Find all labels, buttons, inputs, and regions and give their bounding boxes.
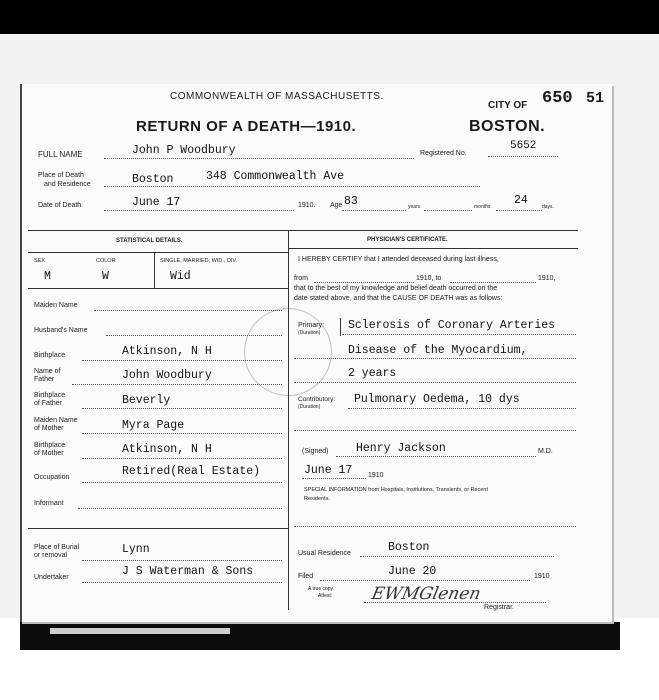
registered-label: Registered No. bbox=[420, 150, 467, 157]
years-label: years bbox=[408, 204, 421, 210]
from-year: 1910, to bbox=[416, 275, 442, 282]
father-label-1: Name of bbox=[34, 368, 61, 375]
special-info-2: Residents. bbox=[304, 496, 330, 502]
father-label-2: Father bbox=[34, 376, 55, 383]
sex-label: SEX bbox=[34, 258, 46, 264]
signed-name: Henry Jackson bbox=[356, 442, 446, 455]
undertaker-value: J S Waterman & Sons bbox=[122, 565, 254, 578]
from-label: from bbox=[294, 275, 308, 282]
age-label: Age bbox=[330, 202, 343, 209]
primary-label: Primary: bbox=[298, 322, 325, 329]
months-label: months bbox=[474, 204, 491, 210]
filed-date: June 20 bbox=[388, 565, 437, 578]
primary-cause-2: Disease of the Myocardium, bbox=[348, 344, 528, 357]
seal-stamp bbox=[244, 308, 332, 396]
mother-birthplace-label-1: Birthplace bbox=[34, 442, 66, 449]
to-year: 1910, bbox=[538, 275, 556, 282]
filed-year: 1910 bbox=[534, 573, 550, 580]
registered-number: 5652 bbox=[510, 140, 537, 152]
stamp-number: 650 bbox=[542, 89, 573, 108]
marital-label: SINGLE, MARRIED, WID., DIV. bbox=[160, 258, 238, 264]
mother-label-2: of Mother bbox=[34, 425, 64, 432]
color-label: COLOR bbox=[96, 258, 116, 264]
father-value: John Woodbury bbox=[122, 369, 212, 382]
commonwealth-heading: COMMONWEALTH OF MASSACHUSETTS. bbox=[170, 91, 384, 102]
maiden-name-label: Maiden Name bbox=[34, 302, 78, 309]
signed-label: (Signed) bbox=[302, 448, 329, 455]
burial-value: Lynn bbox=[122, 543, 150, 556]
father-birthplace-label-2: of Father bbox=[34, 400, 63, 407]
residence-label: Usual Residence bbox=[298, 550, 351, 557]
certify-text-2: that to the best of my knowledge and belief death occurred on the bbox=[294, 285, 498, 292]
scan-artifact bbox=[50, 628, 230, 634]
form-title: RETURN OF A DEATH—1910. bbox=[136, 118, 357, 135]
father-birthplace-label-1: Birthplace bbox=[34, 392, 66, 399]
date-value: June 17 bbox=[132, 196, 181, 209]
husbands-name-label: Husband's Name bbox=[34, 327, 88, 334]
certify-line: I HEREBY CERTIFY that I attended deceased during last illness, bbox=[298, 256, 499, 263]
place-address: 348 Commonwealth Ave bbox=[206, 170, 345, 183]
age-years: 83 bbox=[344, 195, 358, 208]
occupation-label: Occupation bbox=[34, 474, 70, 481]
stats-heading: STATISTICAL DETAILS. bbox=[116, 238, 183, 244]
true-copy-label: A true copy. bbox=[308, 586, 335, 592]
marital-value: Wid bbox=[170, 270, 191, 283]
mother-value: Myra Page bbox=[122, 419, 185, 432]
sex-value: M bbox=[44, 270, 51, 283]
scan-shadow bbox=[20, 622, 620, 650]
mother-birthplace-value: Atkinson, N H bbox=[122, 443, 212, 456]
registrar-signature: EWMGlenen bbox=[369, 584, 483, 604]
contributory-cause: Pulmonary Oedema, 10 dys bbox=[354, 393, 520, 406]
informant-label: Informant bbox=[34, 500, 64, 507]
date-label: Date of Death bbox=[38, 202, 82, 209]
mother-label-1: Maiden Name bbox=[34, 417, 78, 424]
death-certificate bbox=[20, 84, 612, 622]
full-name-label: FULL NAME bbox=[38, 150, 83, 159]
burial-label-2: or removal bbox=[34, 552, 68, 559]
contributory-label: Contributory: bbox=[298, 396, 336, 403]
birthplace-value: Atkinson, N H bbox=[122, 345, 212, 358]
special-info-1: SPECIAL INFORMATION from Hospitals, Institutions, Transients, or Recent bbox=[304, 487, 489, 493]
signed-year: 1910 bbox=[368, 472, 384, 479]
attest-label: Attest: bbox=[318, 593, 333, 599]
place-label-2: and Residence bbox=[44, 181, 91, 188]
primary-duration-label: (Duration) bbox=[298, 330, 321, 336]
stamp-suffix: 51 bbox=[586, 90, 605, 107]
primary-duration: 2 years bbox=[348, 367, 397, 380]
filed-label: Filed bbox=[298, 573, 314, 580]
place-city: Boston bbox=[132, 173, 174, 186]
occupation-value: Retired(Real Estate) bbox=[122, 465, 261, 478]
undertaker-label: Undertaker bbox=[34, 574, 69, 581]
physician-heading: PHYSICIAN'S CERTIFICATE. bbox=[367, 237, 448, 243]
color-value: W bbox=[102, 270, 109, 283]
residence-value: Boston bbox=[388, 541, 430, 554]
mother-birthplace-label-2: of Mother bbox=[34, 450, 64, 457]
burial-label-1: Place of Burial bbox=[34, 544, 80, 551]
age-days: 24 bbox=[514, 194, 528, 207]
father-birthplace-value: Beverly bbox=[122, 394, 171, 407]
primary-cause-1: Sclerosis of Coronary Arteries bbox=[348, 319, 556, 332]
md-label: M.D. bbox=[538, 448, 553, 455]
contributory-duration-label: (Duration) bbox=[298, 404, 321, 410]
birthplace-label: Birthplace bbox=[34, 352, 66, 359]
place-label-1: Place of Death bbox=[38, 172, 84, 179]
registrar-label: Registrar. bbox=[484, 604, 514, 611]
city-of-label: CITY OF bbox=[488, 100, 528, 111]
full-name-value: John P Woodbury bbox=[132, 144, 236, 157]
days-label: days. bbox=[542, 204, 554, 210]
signed-date: June 17 bbox=[304, 464, 353, 477]
date-year: 1910. bbox=[298, 202, 316, 209]
certify-text-3: date stated above, and that the CAUSE OF DEATH was as follows: bbox=[294, 295, 503, 302]
city-name: BOSTON. bbox=[469, 118, 546, 135]
